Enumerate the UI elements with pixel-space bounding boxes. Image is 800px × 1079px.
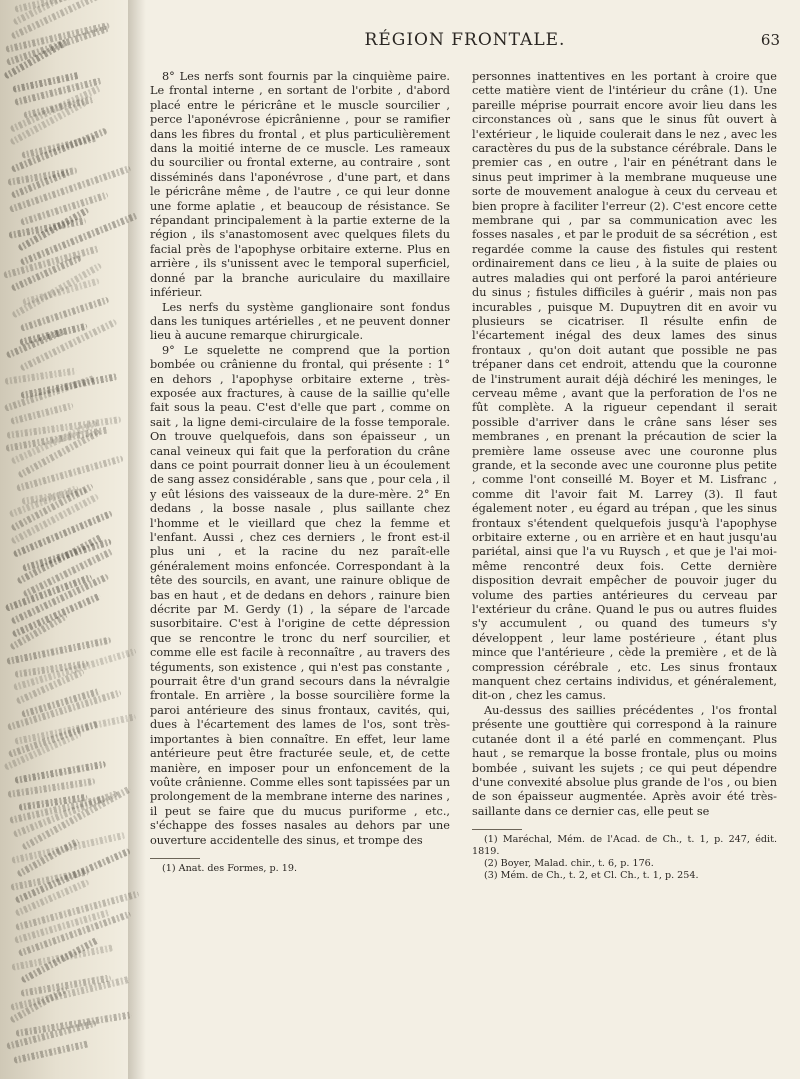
curled-previous-page [0,0,140,1079]
footnote-left [150,863,450,875]
page-number: 63 [760,31,780,49]
page-gutter-shadow [128,0,146,1079]
right-text-column [472,70,777,882]
footnote-divider [472,829,522,830]
left-text-column [150,70,450,875]
running-title: RÉGION FRONTALE. [364,30,566,50]
paragraph-gouttiere: Au-dessus des saillies précédentes , l'os frontal présente une gouttière qui correspond à la rainure cutanée dont il a été parlé en commençant. Plus haut , se remarque la bosse frontale, plus ou moins bombée , suivant les sujets ; ce qui peut dépendre d'une convexité absolue plus grande de l'os , ou bien de son épaisseur augmentée. Après avoir été très-saillante dans ce dernier cas, elle peut se [472,703,777,818]
paragraph-sinus: personnes inattentives en les portant à croire que cette matière vient de l'intérieur du crâne (1). Une pareille méprise pourrait encore avoir lieu dans les circonstances où , sans que le sinus fût ouvert à l'extérieur , le liquide coulerait dans le nez , avec les caractères du pus de la substance cérébrale. Dans le premier cas , en outre , l'air en pénétrant dans le sinus peut imprimer à la membrane muqueuse une sorte de mouvement analogue à ceux du cerveau et bien propre à faciliter l'erreur (2). C'est encore cette membrane qui , par sa communication avec les fosses nasales , et par le produit de sa sécrétion , est regardée comme la cause des fistules qui restent ordinairement dans ce lieu , à la suite de plaies ou autres maladies qui ont perforé la paroi antérieure du sinus ; fistules difficiles à guérir , mais non pas incurables , puisque M. Dupuytren dit en avoir vu plusieurs se cicatriser. Il résulte enfin de l'écartement inégal des deux lames des sinus frontaux , qu'on doit autant que possible ne pas trépaner dans cet endroit, attendu que la couronne de l'instrument aurait déjà déchiré les meninges, le cerveau même , avant que la perforation de l'os ne fût complète. A la rigueur cependant il serait possible d'arriver dans le crâne sans léser ses membranes , en prenant la précaution de scier la première lame osseuse avec une couronne plus grande, et la seconde avec une couronne plus petite , comme l'ont conseillé M. Boyer et M. Lisfranc , comme dit l'avoir fait M. Larrey (3). Il faut également noter , eu égard au trépan , que les sinus frontaux s'étendent quelquefois jusqu'à l'apophyse orbitaire externe , ou en arrière et en haut jusqu'au pariétal, ainsi que l'a vu Ruysch , et que je l'ai moi-même rencontré deux fois. Cette dernière disposition devrait empêcher de pouvoir juger du volume des parties antérieures du cerveau par l'extérieur du crâne. Quand le pus ou autres fluides s'y accumulent , ou quand des tumeurs s'y développent , leur lame postérieure , étant plus mince que l'antérieure , cède la première , et de là compression cérébrale , etc. Les sinus frontaux manquent chez certains individus, et généralement, dit-on , chez les camus. [472,70,777,703]
footnote-divider [150,858,200,859]
footnotes-right [472,834,777,882]
footnote-item: (1) Anat. des Formes, p. 19. [162,862,298,874]
page-header [150,30,780,52]
paragraph-squelette: 9° Le squelette ne comprend que la portion bombée ou crânienne du frontal, qui présente : 1° en dehors , l'apophyse orbitaire externe , très-exposée aux fractures, à cause de la saillie qu'elle fait sous la peau. C'est d'elle que part , comme on sait , la ligne demi-circulaire de la fosse temporale. On trouve quelquefois, dans son épaisseur , un canal veineux qui fait que la perforation du crâne dans ce point pourrait donner lieu à un écoulement de sang assez considérable , sans que , pour cela , il y eût lésions des vaisseaux de la dure-mère. 2° En dedans , la bosse nasale , plus saillante chez l'homme et le vieillard que chez la femme et l'enfant. Aussi , chez ces derniers , le front est-il plus uni , et la racine du nez paraît-elle généralement moins enfoncée. Correspondant à la tête des sourcils, en avant, une rainure oblique de bas en haut , et de dedans en dehors , rainure bien décrite par M. Gerdy (1) , la sépare de l'arcade susorbitaire. C'est à l'origine de cette dépression que se rencontre le tronc du nerf sourcilier, et comme elle est facile à reconnaître , au travers des téguments, son existence , qui n'est pas constante , pourrait être d'un grand secours dans la névralgie frontale. En arrière , la bosse sourcilière forme la paroi antérieure des sinus frontaux, cavités, qui, dues à l'écartement des lames de l'os, sont très-importantes à bien connaître. En effet, leur lame antérieure peut être fracturée seule, et, de cette manière, en imposer pour un enfoncement de la voûte crânienne. Comme elles sont tapissées par un prolongement de la membrane interne des narines , il peut se faire que du mucus puriforme , etc., s'échappe des fosses nasales au dehors par une ouverture accidentelle des sinus, et trompe des [150,343,450,847]
footnote-item: (1) Maréchal, Mém. de l'Acad. de Ch., t. 1, p. 247, édit. 1819. [472,834,777,858]
illegible-text-line [16,455,124,492]
paragraph-ganglionaire: Les nerfs du système ganglionaire sont fondus dans les tuniques artérielles , et ne peuvent donner lieu à aucune remarque chirurgicale. [150,300,450,343]
footnote-item: (2) Boyer, Malad. chir., t. 6, p. 176. [484,858,654,870]
paragraph-nerfs: 8° Les nerfs sont fournis par la cinquième paire. Le frontal interne , en sortant de l'orbite , d'abord placé entre le péricrâne et le muscle sourcilier , perce l'aponévrose épicrânienne , pour se ramifier dans les fibres du frontal , et plus particulièrement dans la moitié interne de ce muscle. Les rameaux du sourcilier ou frontal externe, au contraire , sont disséminés dans l'aponévrose , d'une part, et dans le péricrâne même , de l'autre , ce qui leur donne une forme aplatie , et beaucoup de résistance. Se répandant principalement à la partie externe de la région , ils s'anastomosent avec quelques filets du facial près de l'apophyse orbitaire externe. Plus en arrière , ils s'unissent avec le temporal superficiel, donné par la branche auriculaire du maxillaire inférieur. [150,70,450,300]
footnote-item: (3) Mém. de Ch., t. 2, et Cl. Ch., t. 1, p. 254. [484,870,699,882]
